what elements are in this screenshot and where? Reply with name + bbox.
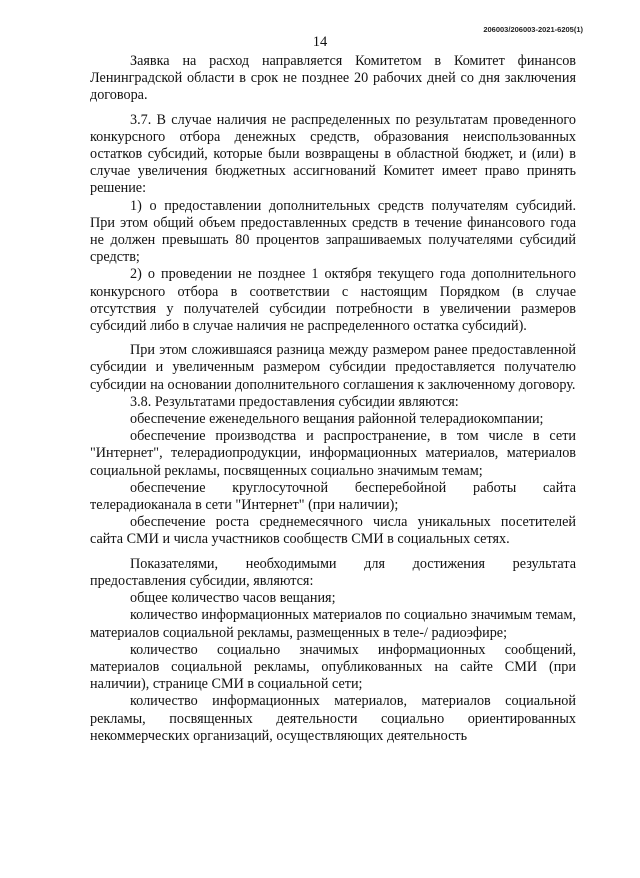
paragraph-result-website: обеспечение круглосуточной бесперебойной работы сайта телерадиоканала в сети "Интернет" (при наличии); [90,479,576,514]
paragraph-indicator-messages: количество социально значимых информационных сообщений, материалов социальной рекламы, опубликованных на сайте СМИ (при наличии), странице СМИ в социальной сети; [90,641,576,693]
paragraph-indicator-nko: количество информационных материалов, материалов социальной рекламы, посвященных деятельности социально ориентированных некоммерческих организаций, осуществляющих деятельность [90,693,576,744]
paragraph-result-broadcast: обеспечение еженедельного вещания районной телерадиокомпании; [130,411,544,428]
paragraph-application: Заявка на расход направляется Комитетом в Комитет финансов Ленинградской области в срок не позднее 20 рабочих дней со дня заключения договора. [90,53,576,104]
paragraph-indicator-materials: количество информационных материалов по социально значимым темам, материалов социальной рекламы, размещенных в теле-/ радиоэфире; [90,607,576,641]
paragraph-result-production: обеспечение производства и распространение, в том числе в сети "Интернет", телерадиопродукции, информационных материалов, материалов социальной рекламы, посвященных социально значимым темам; [90,428,576,479]
paragraph-difference: При этом сложившаяся разница между размером ранее предоставленной субсидии и увеличенным размером субсидии предоставляется получателю субсидии на основании дополнительного соглашения к заключенному договору. [90,342,576,393]
paragraph-option-1: 1) о предоставлении дополнительных средств получателям субсидий. При этом общий объем предоставленных средств в течение финансового года не должен превышать 80 процентов запрашиваемых получателями субсидий средств; [90,197,576,266]
document-code: 206003/206003-2021-6205(1) [483,25,583,34]
paragraph-3-8: 3.8. Результатами предоставления субсидии являются: [130,393,459,410]
page-number: 14 [312,34,328,50]
paragraph-result-growth: обеспечение роста среднемесячного числа уникальных посетителей сайта СМИ и числа участников сообществ СМИ в социальных сетях. [90,514,576,548]
paragraph-indicator-hours: общее количество часов вещания; [130,590,336,607]
document-body [90,53,576,745]
paragraph-option-2: 2) о проведении не позднее 1 октября текущего года дополнительного конкурсного отбора в соответствии с настоящим Порядком (в случае отсутствия у получателей субсидии потребности в увеличении размеров субсидий либо в случае наличия не распределенного остатка субсидий). [90,266,576,335]
paragraph-3-7: 3.7. В случае наличия не распределенных по результатам проведенного конкурсного отбора денежных средств, образования неиспользованных остатков субсидий, которые были возвращены в областной бюджет, и (или) в случае увеличения бюджетных ассигнований Комитет имеет право принять решение: [90,111,576,197]
paragraph-indicators: Показателями, необходимыми для достижения результата предоставления субсидии, являются: [90,555,576,589]
